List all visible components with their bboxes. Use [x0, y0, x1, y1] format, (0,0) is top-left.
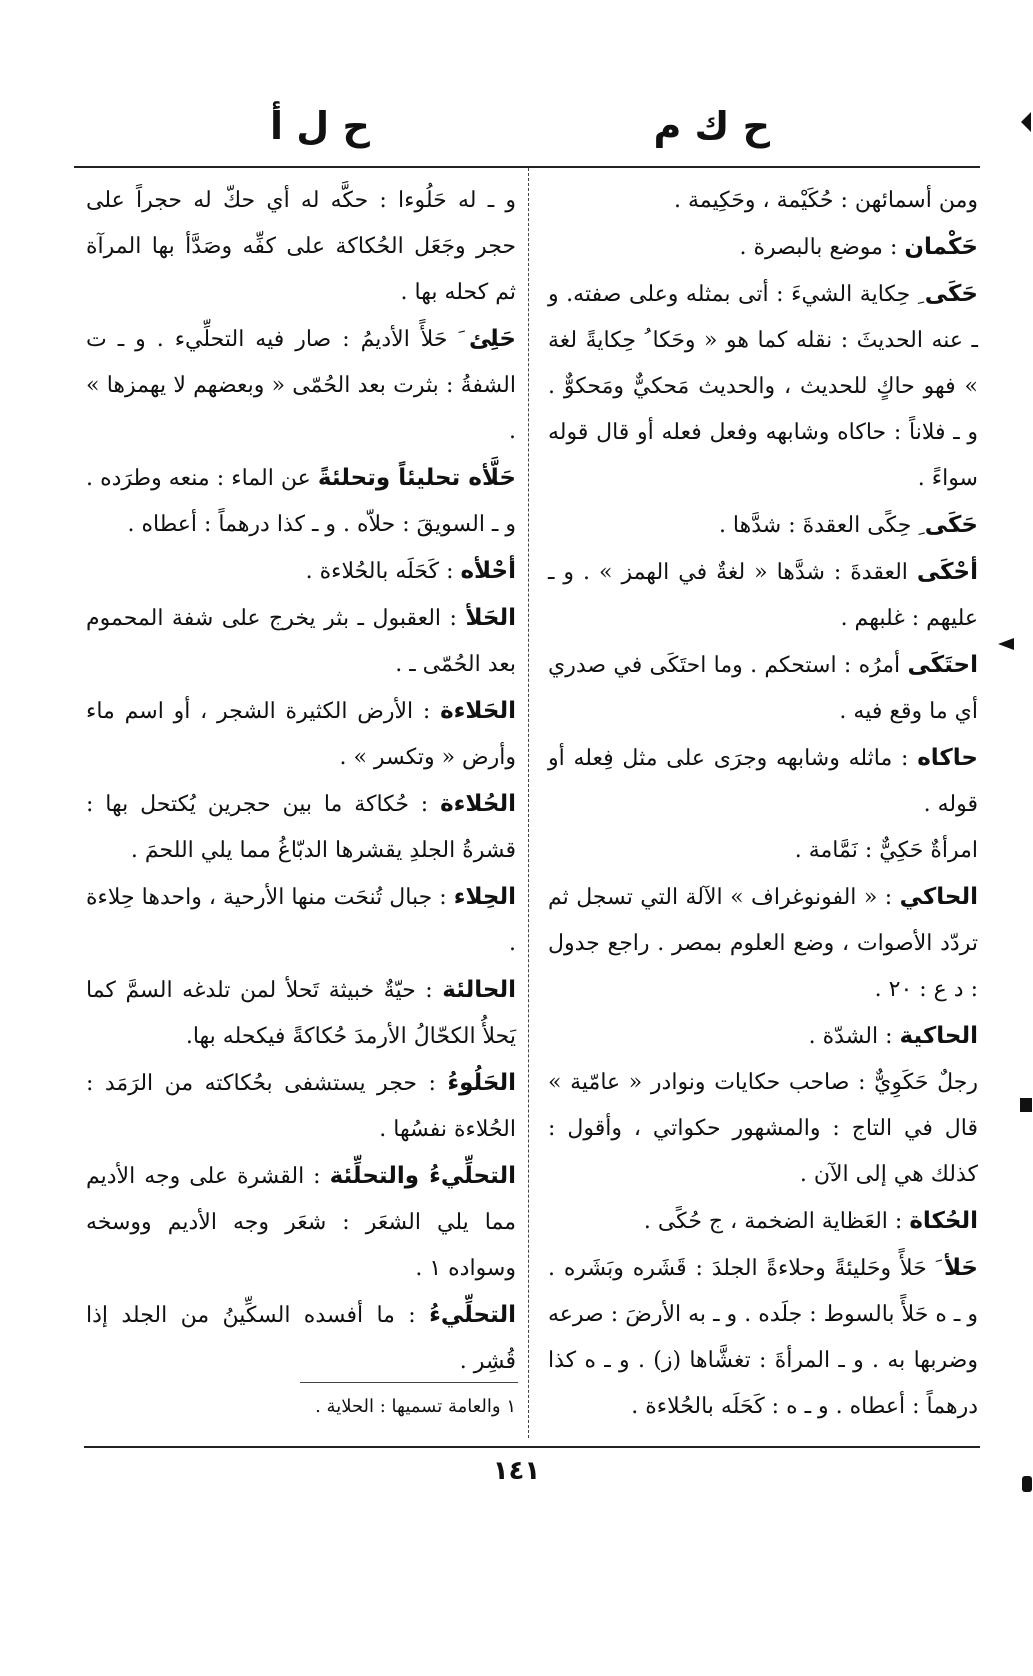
dictionary-entry: [86, 874, 516, 967]
dictionary-entry: [86, 595, 516, 688]
entry-headword: حَكَى: [924, 281, 978, 307]
entry-headword: أحْلأه: [460, 558, 516, 584]
edge-thumb-mark: [1020, 1098, 1032, 1112]
dictionary-entry: [548, 1245, 978, 1430]
page-number: ١٤١: [492, 1456, 541, 1486]
entry-definition: : موضع بالبصرة .: [739, 235, 898, 260]
entry-definition: : ما أفسده السكِّينُ من الجلد إذا قُشِر .: [86, 1303, 516, 1374]
entry-headword: التحلِّيءُ: [429, 1302, 516, 1328]
header-root-right: ح ك م: [653, 104, 770, 148]
entry-headword: الحاكي: [899, 884, 978, 910]
entry-headword: حَلأ: [943, 1255, 978, 1281]
entry-definition: : العقبول ـ بثر يخرج على شفة المحموم بعد الحُمّى ـ .: [86, 606, 516, 677]
left-column: [86, 178, 516, 1385]
dictionary-entry: [548, 1198, 978, 1245]
dictionary-entry: [548, 224, 978, 271]
dictionary-entry: [86, 1292, 516, 1385]
entry-headword: حَلَّأه تحليئاً وتحلئةً: [317, 465, 516, 491]
entry-headword: الحِلاء: [453, 884, 517, 910]
entry-definition: : العَظاية الضخمة ، ج حُكًى .: [643, 1209, 903, 1234]
entry-definition: عن الماء : منعه وطرَده . و ـ السويقَ : حلاّه . و ـ كذا درهماً : أعطاه .: [86, 466, 516, 537]
footer-rule: [84, 1446, 980, 1448]
entry-definition: : الأرض الكثيرة الشجر ، أو اسم ماء وأرض « وتكسر » .: [86, 699, 516, 770]
entry-definition: : حيّةٌ خبيثة تَحلأ لمن تلدغه السمَّ كما يَحلأُ الكحّالُ الأرمدَ حُكاكةً فيكحله بها.: [86, 978, 516, 1049]
dictionary-entry: [86, 967, 516, 1060]
dictionary-entry: [86, 1060, 516, 1153]
entry-headword: الحَلاءة: [440, 698, 516, 724]
header-rule: [74, 166, 980, 168]
entry-definition: : « الفونوغراف » الآلة التي تسجل ثم تردّد الأصوات ، وضع العلوم بمصر . راجع جدول : د ع : ٢٠ .: [548, 885, 978, 1002]
entry-headword: الحاكية: [899, 1023, 978, 1049]
entry-headword: حَكْمان: [904, 234, 978, 260]
entry-definition: َ حَلأً الأديمُ : صار فيه التحلِّيء . و ـ ت الشفةُ : بثرت بعد الحُمّى « وبعضهم لا يهمزها » .: [86, 327, 516, 444]
footnote-rule: [300, 1382, 518, 1383]
dictionary-entry: [548, 874, 978, 1013]
entry-headword: التحلِّيءُ والتحلِّئة: [329, 1163, 517, 1189]
dictionary-entry: [548, 502, 978, 549]
dictionary-entry: [548, 828, 978, 874]
dictionary-entry: [548, 1060, 978, 1198]
dictionary-entry: [548, 642, 978, 735]
entry-definition: رجلٌ حَكَوِيٌّ : صاحب حكايات ونوادر « عامّية » قال في التاج : والمشهور حكواتي ، وأقول : كذلك هي إلى الآن .: [548, 1070, 978, 1187]
entry-definition: امرأةٌ حَكِيٌّ : نَمَّامة .: [794, 838, 978, 863]
entry-definition: : ماثله وشابهه وجرَى على مثل فِعله أو قوله .: [548, 746, 978, 817]
entry-definition: : جبال تُنحَت منها الأرحية ، واحدها حِلاءة .: [86, 885, 516, 956]
dictionary-entry: [548, 735, 978, 828]
entry-headword: الحُكاة: [909, 1208, 978, 1234]
running-header: [80, 100, 980, 160]
entry-definition: ِ حِكاية الشيءَ : أتى بمثله وعلى صفته. و ـ عنه الحديثَ : نقله كما هو « وحَكا ُ حِكايةً لغة » فهو حاكٍ للحديث ، والحديث مَحكيٌّ ومَحكوٌّ . و ـ فلاناً : حاكاه وشابهه وفعل فعله أو قال قوله سواءً .: [548, 282, 978, 491]
entry-headword: احتَكَى: [907, 652, 978, 678]
edge-thumb-mark: [1021, 112, 1031, 132]
entry-headword: حَكَى: [924, 512, 978, 538]
dictionary-entry: [548, 271, 978, 502]
edge-thumb-mark: [998, 638, 1014, 650]
entry-definition: ومن أسمائهن : حُكَيْمة ، وحَكِيمة .: [673, 188, 978, 213]
entry-definition: : حُكاكة ما بين حجرين يُكتحل بها : قشرةُ الجلدِ يقشرها الدبّاغُ مما يلي اللحمَ .: [86, 792, 516, 863]
dictionary-entry: [86, 1153, 516, 1292]
dictionary-entry: [86, 455, 516, 548]
dictionary-entry: [86, 688, 516, 781]
entry-headword: الحُلاءة: [440, 791, 516, 817]
footnote: ١ والعامة تسميها : الحلاية .: [315, 1396, 516, 1417]
header-root-left: ح ل أ: [270, 104, 370, 148]
entry-definition: : الشدّة .: [808, 1024, 893, 1049]
entry-definition: العقدةَ : شدَّها « لغةٌ في الهمز » . و ـ عليهم : غلبهم .: [548, 560, 978, 631]
entry-definition: َ حَلأً وحَليئةً وحلاءةً الجلدَ : قَشَره وبَشَره . و ـ ه حَلأً بالسوط : جلَده . و ـ به الأرضَ : صرعه وضربها به . و ـ المرأةَ : تغشَّاها (ز) . و ـ ه كذا درهماً : أعطاه . و ـ ه : كَحَلَه بالحُلاءة .: [548, 1256, 978, 1419]
entry-headword: حَلِئ: [468, 326, 516, 352]
entry-headword: أحْكَى: [916, 559, 978, 585]
dictionary-entry: [548, 1013, 978, 1060]
entry-definition: : كَحَلَه بالحُلاءة .: [305, 559, 454, 584]
dictionary-entry: [86, 178, 516, 316]
entry-headword: الحَلأ: [465, 605, 516, 631]
entry-definition: : حجر يستشفى بحُكاكته من الرَمَد : الحُلاءة نفسُها .: [86, 1071, 516, 1142]
entry-headword: حاكاه: [917, 745, 979, 771]
column-divider: [528, 168, 529, 1438]
dictionary-entry: [548, 549, 978, 642]
dictionary-entry: [548, 178, 978, 224]
entry-definition: : القشرة على وجه الأديم مما يلي الشعَر : شعَر وجه الأديم ووسخه وسواده ١ .: [86, 1164, 516, 1281]
dictionary-entry: [86, 548, 516, 595]
entry-definition: ِ حِكًى العقدةَ : شدَّها .: [718, 513, 919, 538]
entry-definition: و ـ له حَلُوءا : حكَّه له أي حكّ له حجراً على حجر وجَعَل الحُكاكة على كفِّه وصَدَّأ بها المرآة ثم كحله بها .: [86, 188, 516, 305]
entry-headword: الحالئة: [442, 977, 517, 1003]
dictionary-entry: [86, 781, 516, 874]
entry-headword: الحَلُوءُ: [447, 1070, 516, 1096]
dictionary-entry: [86, 316, 516, 455]
right-column: [548, 178, 978, 1430]
entry-definition: أمرُه : استحكم . وما احتَكَى في صدري أي ما وقع فيه .: [548, 653, 978, 724]
